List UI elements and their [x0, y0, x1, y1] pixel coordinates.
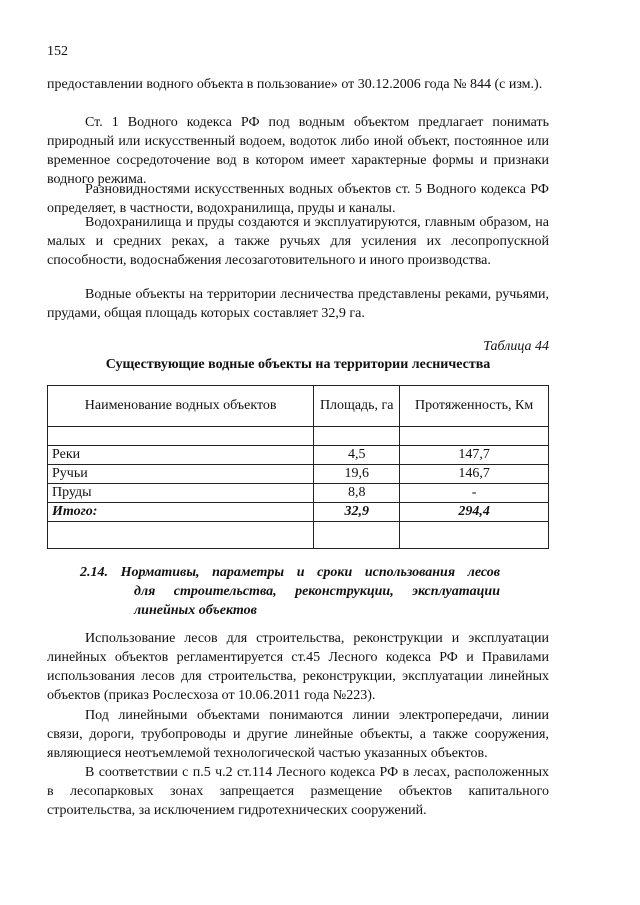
- row-length: -: [400, 484, 549, 503]
- section-heading-line1: 2.14. Нормативы, параметры и сроки использования лесов: [80, 565, 500, 580]
- page-number: 152: [47, 44, 68, 59]
- paragraph-water-object-definition: Ст. 1 Водного кодекса РФ под водным объектом предлагает понимать природный или искусственный водоем, водоток либо иной объект, постоянное или временное сосредоточение вод в котором имеет характерные формы и признаки водного режима.: [47, 115, 549, 187]
- row-name: Реки: [48, 446, 314, 465]
- paragraph-continuation: предоставлении водного объекта в пользование» от 30.12.2006 года № 844 (с изм.).: [47, 77, 543, 92]
- row-length: 146,7: [400, 465, 549, 484]
- table-row: [48, 484, 549, 503]
- table-title: Существующие водные объекты на территории лесничества: [105, 357, 491, 372]
- table-header-row: [48, 386, 549, 427]
- row-area: 4,5: [314, 446, 400, 465]
- paragraph-reservoirs: Водохранилища и пруды создаются и эксплуатируются, главным образом, на малых и средних реках, а также ручьях для усиления их лесопропускной способности, водоснабжения лесозаготовительного и иного производства.: [47, 215, 549, 268]
- row-length: 147,7: [400, 446, 549, 465]
- table-spacer-row: [48, 427, 549, 446]
- total-area: 32,9: [314, 503, 400, 522]
- table-row: [48, 446, 549, 465]
- section-heading-line3: линейных объектов: [134, 603, 257, 618]
- paragraph-forestry-water-objects: Водные объекты на территории лесничества представлены реками, ручьями, прудами, общая площадь которых составляет 32,9 га.: [47, 287, 549, 321]
- table-caption: Таблица 44: [483, 339, 549, 354]
- table-blank-row: [48, 522, 549, 549]
- water-objects-table: [47, 385, 549, 549]
- paragraph-linear-objects-usage: Использование лесов для строительства, реконструкции и эксплуатации линейных объектов регламентируется ст.45 Лесного кодекса РФ и Правилами использования лесов для строительства, реконструкции, эксплуатации линейных объектов (приказ Рослесхоза от 10.06.2011 года №223).: [47, 631, 549, 703]
- row-area: 8,8: [314, 484, 400, 503]
- table-total-row: [48, 503, 549, 522]
- section-heading: [80, 563, 500, 620]
- row-area: 19,6: [314, 465, 400, 484]
- table-row: [48, 465, 549, 484]
- section-heading-line2: для строительства, реконструкции, эксплуатации: [134, 584, 500, 599]
- header-name: Наименование водных объектов: [48, 386, 314, 427]
- paragraph-linear-objects-definition: Под линейными объектами понимаются линии электропередачи, линии связи, дороги, трубопроводы и другие линейные объекты, а также сооружения, являющиеся неотъемлемой технологической частью указанных объектов.: [47, 708, 549, 761]
- row-name: Пруды: [48, 484, 314, 503]
- paragraph-forest-park-zones: В соответствии с п.5 ч.2 ст.114 Лесного кодекса РФ в лесах, расположенных в лесопарковых зонах запрещается размещение объектов капитального строительства, за исключением гидротехнических сооружений.: [47, 765, 549, 818]
- total-length: 294,4: [400, 503, 549, 522]
- header-length: Протяженность, Км: [400, 386, 549, 427]
- row-name: Ручьи: [48, 465, 314, 484]
- total-name: Итого:: [48, 503, 314, 522]
- paragraph-artificial-objects: Разновидностями искусственных водных объектов ст. 5 Водного кодекса РФ определяет, в частности, водохранилища, пруды и каналы.: [47, 182, 549, 216]
- header-area: Площадь, га: [314, 386, 400, 427]
